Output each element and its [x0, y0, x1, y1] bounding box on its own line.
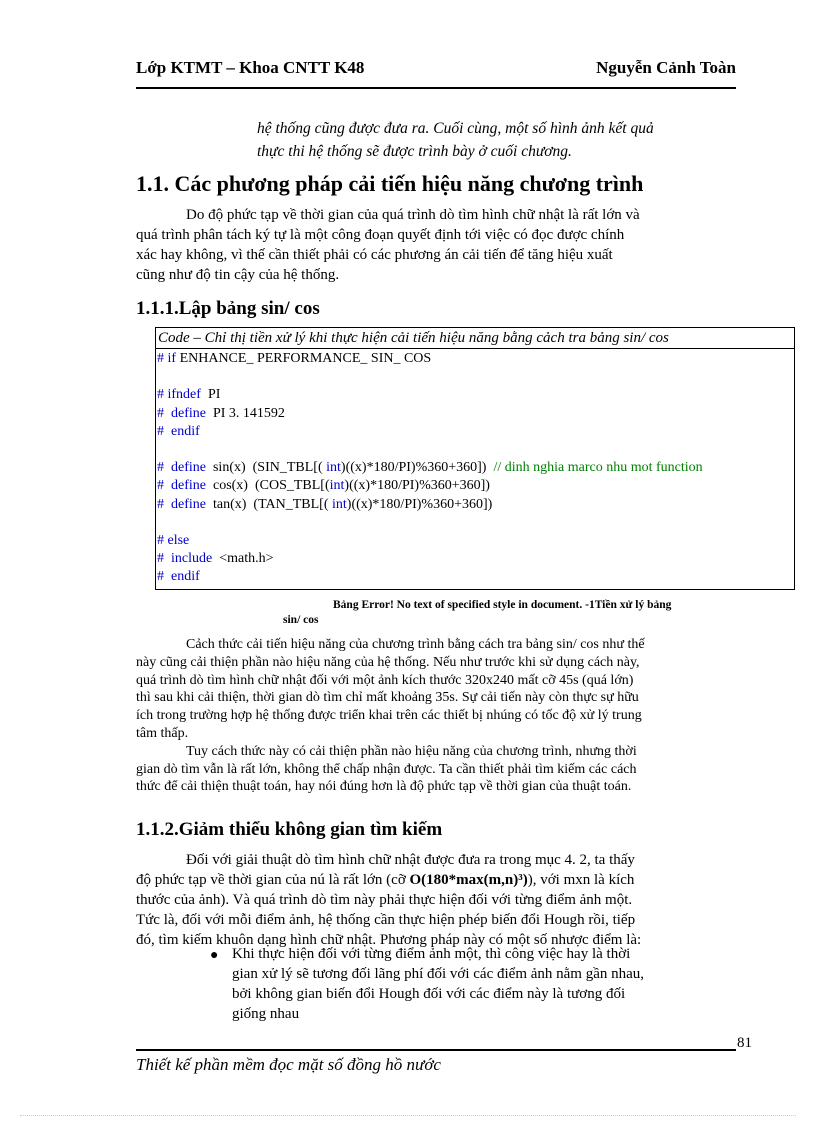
page-number: 81 [737, 1035, 752, 1051]
text-line: Khi thực hiện đối với từng điểm ảnh một, thì công việc hay là thời [232, 946, 631, 962]
text-line: tâm thấp. [136, 725, 189, 741]
page-edge-divider [20, 1115, 796, 1116]
text-line: quá trình phân tách ký tự là một công đoạn quyết định tới việc có đọc được chính [136, 227, 625, 243]
code-line: # include <math.h> [157, 551, 274, 567]
text-line: xác hay không, vì thế cần thiết phải có các phương án cải tiến để tăng hiệu xuất [136, 247, 613, 263]
code-line: # define sin(x) (SIN_TBL[( int)((x)*180/PI)%360+360]) // dinh nghia marco nhu mot function [157, 460, 703, 476]
header-rule [136, 87, 736, 89]
section-heading: 1.1. Các phương pháp cải tiến hiệu năng chương trình [136, 171, 644, 196]
text-line: gian dò tìm vẫn là rất lớn, không thể chấp nhận được. Ta cần thiết phải tìm kiếm các cách [136, 761, 637, 777]
text-line: gian xử lý sẽ tương đối lãng phí đối với các điểm ảnh nằm gần nhau, [232, 966, 645, 982]
code-listing [157, 350, 703, 586]
code-line: # define tan(x) (TAN_TBL[( int)((x)*180/PI)%360+360]) [157, 496, 493, 512]
code-line: # define PI 3. 141592 [157, 405, 285, 421]
code-line: # if ENHANCE_ PERFORMANCE_ SIN_ COS [157, 351, 432, 366]
text-line: đó, tìm kiếm khuôn dạng hình chữ nhật. Phương pháp này có một số nhược điểm là: [136, 932, 642, 948]
text-line: giống nhau [232, 1006, 300, 1022]
code-line-blank [157, 368, 703, 386]
paragraph [136, 636, 728, 796]
code-line: # else [157, 532, 190, 548]
text-line: ích trong trường hợp hệ thống được triển khai trên các thiết bị nhúng có tốc độ xử lý trung [136, 708, 642, 724]
text-line: bởi không gian biến đổi Hough đối với các điểm này là tương đối [232, 986, 626, 1002]
text-line: Đối với giải thuật dò tìm hình chữ nhật được đưa ra trong mục 4. 2, ta thấy [186, 852, 635, 868]
table-caption [283, 598, 743, 628]
bullet-icon: ● [210, 948, 219, 963]
caption-line: sin/ cos [283, 614, 319, 626]
text-line: cũng như độ tin cậy của hệ thống. [136, 267, 340, 283]
text-line: thức để cải thiện thuật toán, hay nói đúng hơn là độ phức tạp về thời gian của thuật toán. [136, 779, 632, 795]
complexity-formula: O(180*max(m,n)³) [409, 872, 528, 888]
header-left: Lớp KTMT – Khoa CNTT K48 [136, 58, 365, 77]
intro-line: hệ thống cũng được đưa ra. Cuối cùng, một số hình ảnh kết quả [257, 120, 654, 137]
code-title: Code – Chỉ thị tiền xử lý khi thực hiện cải tiến hiệu năng bằng cảch tra bảng sin/ cos [156, 328, 794, 349]
text-line: Tức là, đối với mỗi điểm ảnh, hệ thống cần thực hiện phép biến đổi Hough rồi, tiếp [136, 912, 636, 928]
text-line: này cũng cải thiện phần nào hiệu năng của hệ thống. Nếu như trước khi sử dụng cách này, [136, 654, 640, 670]
code-line: # endif [157, 569, 200, 585]
intro-line: thực thi hệ thống sẽ được trình bày ở cuối chương. [257, 143, 572, 160]
text-line: Cảch thức cải tiến hiệu năng của chương trình bằng cách tra bảng sin/ cos như thế [186, 637, 645, 652]
text-line: thước của ảnh). Và quá trình dò tìm này phải thực hiện đối với từng điểm ảnh một. [136, 892, 633, 908]
code-line: # ifndef PI [157, 387, 221, 403]
text-line: Tuy cách thức này có cải thiện phần nào hiệu năng của chương trình, nhưng thời [186, 743, 637, 759]
subsection-heading: 1.1.1.Lập bảng sin/ cos [136, 298, 320, 319]
header-right: Nguyễn Cảnh Toàn [596, 58, 736, 77]
section-paragraph [136, 205, 726, 285]
subsection-heading: 1.1.2.Giảm thiểu không gian tìm kiếm [136, 819, 443, 840]
footer-title: Thiết kế phần mềm đọc mặt số đồng hồ nước [136, 1055, 441, 1074]
code-comment: // dinh nghia marco nhu mot function [493, 460, 703, 476]
text-line: thì sau khi cải thiện, thời gian dò tìm chỉ mất khoảng 35s. Sự cải tiến này còn thực sự hữu [136, 690, 639, 706]
code-line-blank [157, 514, 703, 532]
text-line: Do độ phức tạp về thời gian của quá trình dò tìm hình chữ nhật là rất lớn và [186, 207, 640, 223]
code-line-blank [157, 441, 703, 459]
footer-rule [136, 1049, 736, 1051]
caption-line: Bảng Error! No text of specified style in document. -1Tiền xử lý bảng [333, 599, 672, 611]
code-line: # define cos(x) (COS_TBL[(int)((x)*180/PI)%360+360]) [157, 478, 490, 494]
code-line: # endif [157, 423, 200, 439]
intro-paragraph [257, 117, 727, 163]
bullet-item [232, 944, 712, 1024]
code-box [155, 327, 795, 590]
paragraph [136, 850, 728, 950]
text-line: quá trình dò tìm hình chữ nhật đối với một ảnh kích thước 320x240 mất cỡ 45s (quá lớn) [136, 672, 634, 688]
text-line: độ phức tạp về thời gian của nú là rất lớn (cỡ O(180*max(m,n)³)), với mxn là kích [136, 872, 635, 888]
